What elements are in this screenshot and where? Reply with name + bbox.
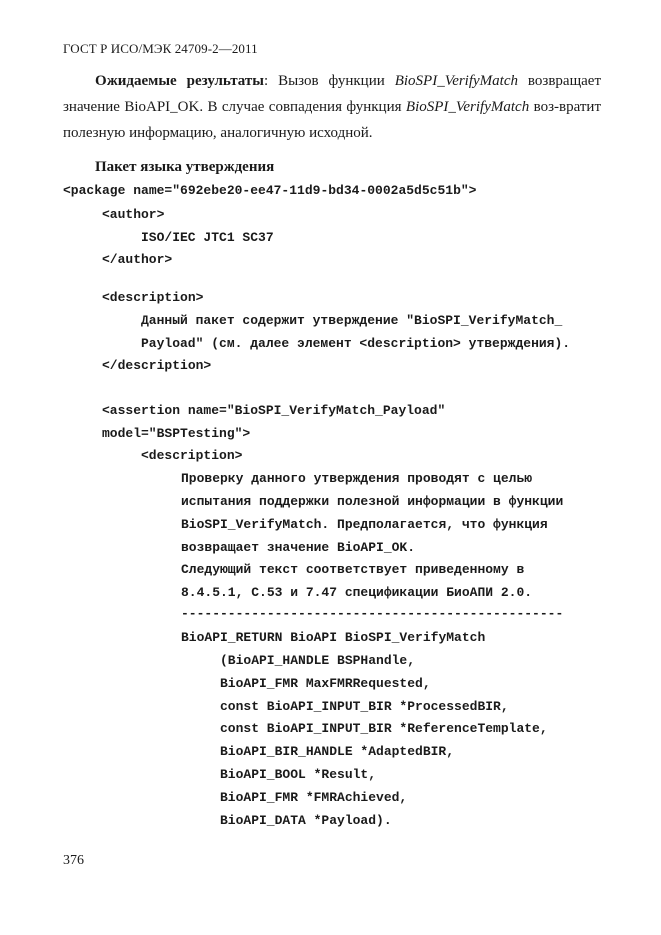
code-line-inner-description-open: <description>	[141, 448, 243, 463]
page-number: 376	[63, 853, 84, 868]
code-line-assertion-model: model="BSPTesting">	[102, 426, 251, 441]
code-line-param-3: const BioAPI_INPUT_BIR *ProcessedBIR,	[220, 699, 509, 714]
code-line-description-text-2: Payload" (см. далее элемент <description> утверждения).	[141, 336, 571, 351]
function-name-2: BioSPI_VerifyMatch	[405, 99, 530, 115]
code-line-param-6: BioAPI_BOOL *Result,	[220, 767, 377, 782]
code-line-assertion-text-6: 8.4.5.1, C.53 и 7.47 спецификации БиоАПИ 2.0.	[181, 585, 533, 600]
expected-results-label: Ожидаемые результаты	[95, 73, 264, 89]
code-line-assertion-open: <assertion name="BioSPI_VerifyMatch_Payload"	[102, 403, 446, 418]
code-line-description-close: </description>	[102, 358, 212, 373]
code-line-assertion-text-3: BioSPI_VerifyMatch. Предполагается, что функция	[181, 517, 548, 532]
code-line-author-open: <author>	[102, 207, 165, 222]
code-line-assertion-text-4: возвращает значение BioAPI_OK.	[181, 540, 416, 555]
paragraph-text-2: возвращает значение BioAPI_OK. В случае совпадения функция	[63, 73, 601, 115]
code-line-assertion-text-5: Следующий текст соответствует приведенному в	[181, 562, 525, 577]
code-line-param-5: BioAPI_BIR_HANDLE *AdaptedBIR,	[220, 744, 455, 759]
code-line-author-close: </author>	[102, 252, 173, 267]
code-line-param-7: BioAPI_FMR *FMRAchieved,	[220, 790, 408, 805]
code-line-package: <package name="692ebe20-ee47-11d9-bd34-0002a5d5c51b">	[63, 183, 477, 198]
code-line-assertion-text-1: Проверку данного утверждения проводят с целью	[181, 471, 533, 486]
code-line-param-2: BioAPI_FMR MaxFMRRequested,	[220, 676, 431, 691]
code-line-description-open: <description>	[102, 290, 204, 305]
code-line-param-1: (BioAPI_HANDLE BSPHandle,	[220, 653, 416, 668]
section-subheading: Пакет языка утверждения	[95, 159, 275, 175]
paragraph-text-1: : Вызов функции	[264, 73, 395, 89]
expected-results-paragraph	[63, 68, 601, 146]
document-header: ГОСТ Р ИСО/МЭК 24709-2—2011	[63, 41, 258, 56]
code-line-param-8: BioAPI_DATA *Payload).	[220, 813, 392, 828]
function-name-1: BioSPI_VerifyMatch	[394, 73, 518, 89]
code-line-param-4: const BioAPI_INPUT_BIR *ReferenceTemplate,	[220, 721, 548, 736]
code-line-separator: -------------------------------------------------	[181, 606, 564, 621]
code-line-function-signature: BioAPI_RETURN BioAPI BioSPI_VerifyMatch	[181, 630, 486, 645]
code-line-assertion-text-2: испытания поддержки полезной информации в функции	[181, 494, 564, 509]
paragraph-text-3: воз-вратит полезную информацию, аналогичную исходной.	[63, 99, 601, 141]
code-line-author-value: ISO/IEC JTC1 SC37	[141, 230, 274, 245]
code-line-description-text-1: Данный пакет содержит утверждение "BioSPI_VerifyMatch_	[141, 313, 563, 328]
